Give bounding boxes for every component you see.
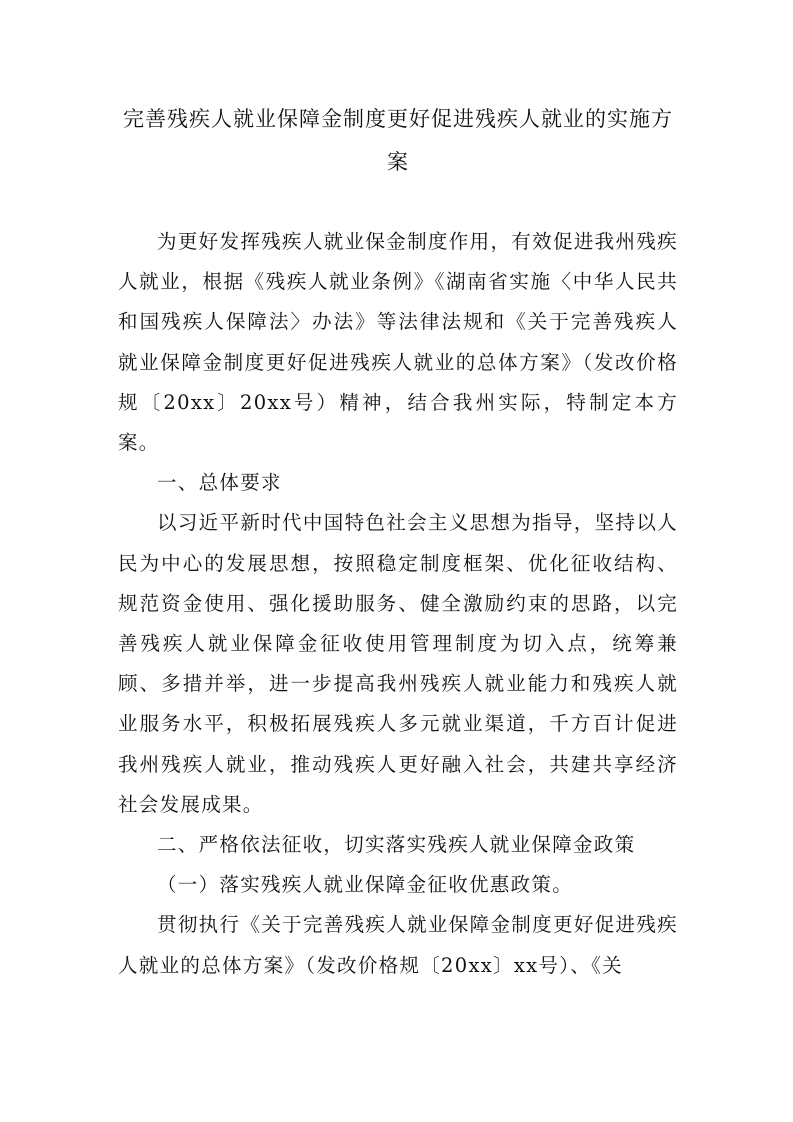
subsection-heading-preferential-policy: （一）落实残疾人就业保障金征收优惠政策。: [157, 873, 574, 897]
paragraph-general-requirements: 以习近平新时代中国特色社会主义思想为指导，坚持以人民为中心的发展思想，按照稳定制度框架、优化征收结构、规范资金使用、强化援助服务、健全激励约束的思路，以完善残疾人就业保障金征收使用管理制度为切入点，统筹兼顾、多措并举，进一步提高我州残疾人就业能力和残疾人就业服务水平，积极拓展残疾人多元就业渠道，千方百计促进我州残疾人就业，推动残疾人更好融入社会，共建共享经济社会发展成果。: [118, 511, 678, 816]
paragraph-intro: 为更好发挥残疾人就业保金制度作用，有效促进我州残疾人就业，根据《残疾人就业条例》《湖南省实施〈中华人民共和国残疾人保障法〉办法》等法律法规和《关于完善残疾人就业保障金制度更好促进残疾人就业的总体方案》（发改价格规〔20xx〕20xx号）精神，结合我州实际，特制定本方案。: [118, 230, 678, 455]
paragraph-implementation: 贯彻执行《关于完善残疾人就业保障金制度更好促进残疾人就业的总体方案》（发改价格规〔20xx〕xx号）、《关: [118, 913, 678, 977]
section-heading-levy-policy: 二、严格依法征收，切实落实残疾人就业保障金政策: [157, 833, 636, 857]
document-body: [118, 222, 678, 986]
document-title: 完善残疾人就业保障金制度更好促进残疾人就业的实施方案: [123, 107, 673, 174]
section-heading-general-requirements: 一、总体要求: [157, 471, 282, 495]
